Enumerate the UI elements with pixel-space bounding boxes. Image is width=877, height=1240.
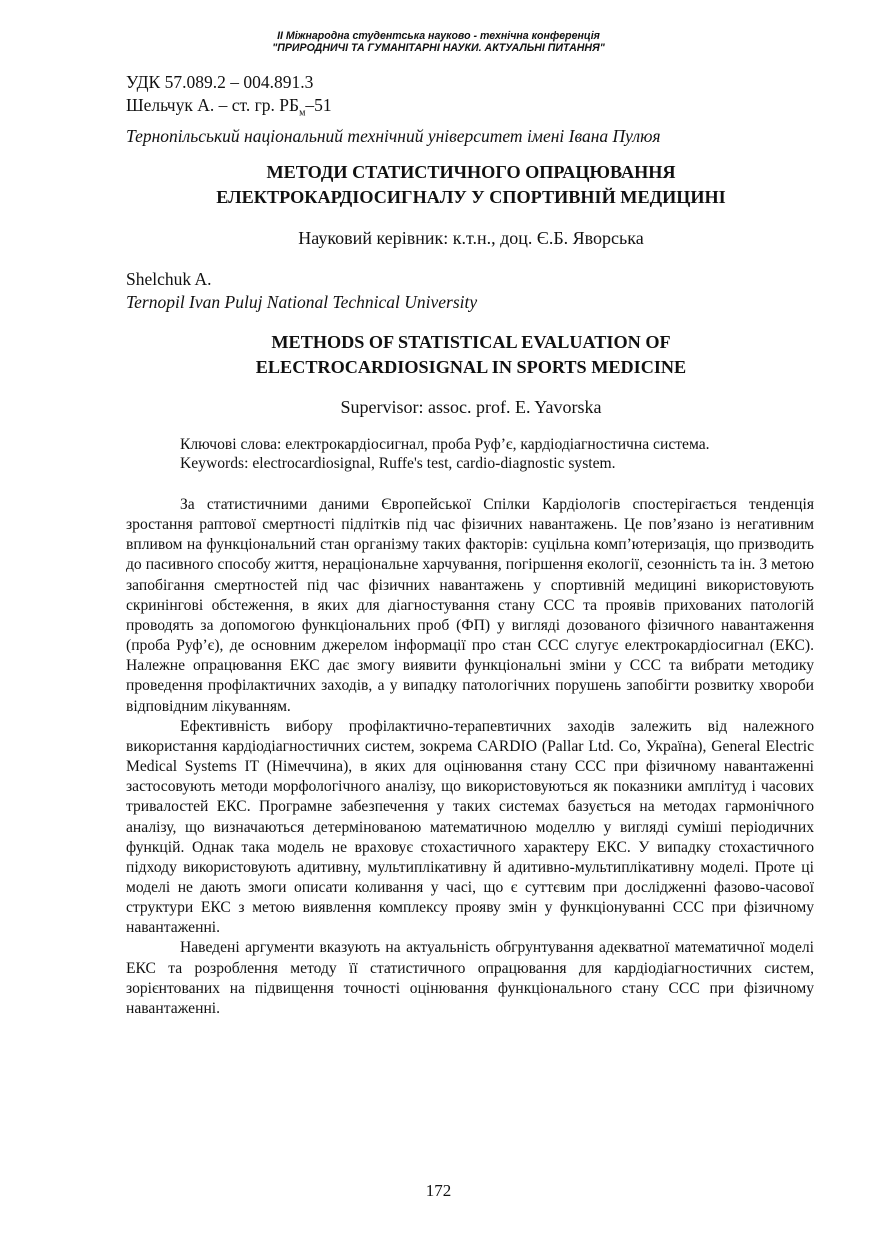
body-paragraph-1: За статистичними даними Європейської Спілки Кардіологів спостерігається тенденція зростання раптової смертності підлітків під час фізичних навантажень. Це пов’язано із негативним впливом на функціональний стан організму таких факторів: суцільна комп’ютеризація, що призводить до пасивного способу життя, нераціональне харчування, погіршення екології, сезонність та ін. З метою запобігання смертностей під час фізичних навантажень у спортивній медицині використовують скринінгові обстеження, в яких для діагностування стану ССС та проявів прихованих патологій проводять за допомогою функціональних проб (ФП) у вигляді дозованого фізичного навантаження (проба Руф’є), де основним джерелом інформації про стан ССС слугує електрокардіосигнал (ЕКС). Належне опрацювання ЕКС дає змогу виявити функціональні зміни у ССС та вибрати методику проведення профілактичних заходів, а у випадку патологічних порушень запобігти розвитку хвороби відповідним лікуванням. <box>126 496 814 715</box>
body-paragraph-2: Ефективність вибору профілактично-терапевтичних заходів залежить від належного використання кардіодіагностичних систем, зокрема CARDIO (Pallar Ltd. Co, Україна), General Electric Medical Systems IT (Німеччина), в яких для оцінювання стану ССС при фізичному навантаженні застосовують методи морфологічного аналізу, що використовуються як показники амплітуд і часових тривалостей ЕКС. Програмне забезпечення у таких системах базується на методах гармонічного аналізу, що визначаються детермінованою математичною моделлю у вигляді суміші періодичних функцій. Однак така модель не враховує стохастичного характеру ЕКС. У випадку стохастичного підходу використовують адитивну, мультиплікативну й адитивно-мультиплікативну моделі. Проте ці моделі не дають змоги описати коливання у часі, що є суттєвим при дослідженні фазово-часової структури ЕКС з метою виявлення комплексу прояву змін у функціонуванні ССС при фізичному навантаженні. <box>126 717 814 937</box>
ukr-title-line2: ЕЛЕКТРОКАРДІОСИГНАЛУ У СПОРТИВНІЙ МЕДИЦИНІ <box>216 187 726 207</box>
ukr-affiliation: Тернопільський національний технічний університет імені Івана Пулюя <box>126 125 661 146</box>
ukr-author-group-subscript: м <box>299 107 306 119</box>
udk-code: УДК 57.089.2 – 004.891.3 <box>126 72 314 92</box>
conference-header <box>0 30 877 54</box>
ukr-author <box>126 94 816 125</box>
ukr-author-name: Шельчук А. – ст. гр. РБ <box>126 95 300 115</box>
eng-title-line1: METHODS OF STATISTICAL EVALUATION OF <box>271 332 671 352</box>
ukr-title-line1: МЕТОДИ СТАТИСТИЧНОГО ОПРАЦЮВАННЯ <box>266 162 676 182</box>
conference-title: "ПРИРОДНИЧІ ТА ГУМАНІТАРНІ НАУКИ. АКТУАЛЬНІ ПИТАННЯ" <box>272 42 605 54</box>
eng-author: Shelchuk A. <box>126 269 212 289</box>
keywords-block <box>180 435 820 473</box>
ukr-title <box>126 160 816 210</box>
keywords-ukr: Ключові слова: електрокардіосигнал, проба Руф’є, кардіодіагностична система. <box>180 436 710 453</box>
conference-name: II Міжнародна студентська науково - технічна конференція <box>277 30 600 42</box>
ukr-meta <box>126 71 816 148</box>
body-text <box>126 495 814 1019</box>
ukr-author-group-number: –51 <box>305 95 332 115</box>
eng-meta <box>126 268 816 314</box>
ukr-supervisor: Науковий керівник: к.т.н., доц. Є.Б. Яворська <box>298 228 644 248</box>
page-number: 172 <box>425 1181 452 1200</box>
body-paragraph-3: Наведені аргументи вказують на актуальність обгрунтування адекватної математичної моделі ЕКС та розроблення методу її статистичного опрацювання для кардіодіагностичних систем, зорієнтованих на підвищення точності оцінювання функціонального стану ССС при фізичному навантаженні. <box>126 939 814 1017</box>
eng-title-line2: ELECTROCARDIOSIGNAL IN SPORTS MEDICINE <box>255 357 687 377</box>
eng-affiliation: Ternopil Ivan Puluj National Technical University <box>126 292 478 312</box>
keywords-eng: Keywords: electrocardiosignal, Ruffe's test, cardio-diagnostic system. <box>180 455 616 472</box>
eng-supervisor: Supervisor: assoc. prof. E. Yavorska <box>340 397 602 417</box>
eng-title <box>126 330 816 380</box>
